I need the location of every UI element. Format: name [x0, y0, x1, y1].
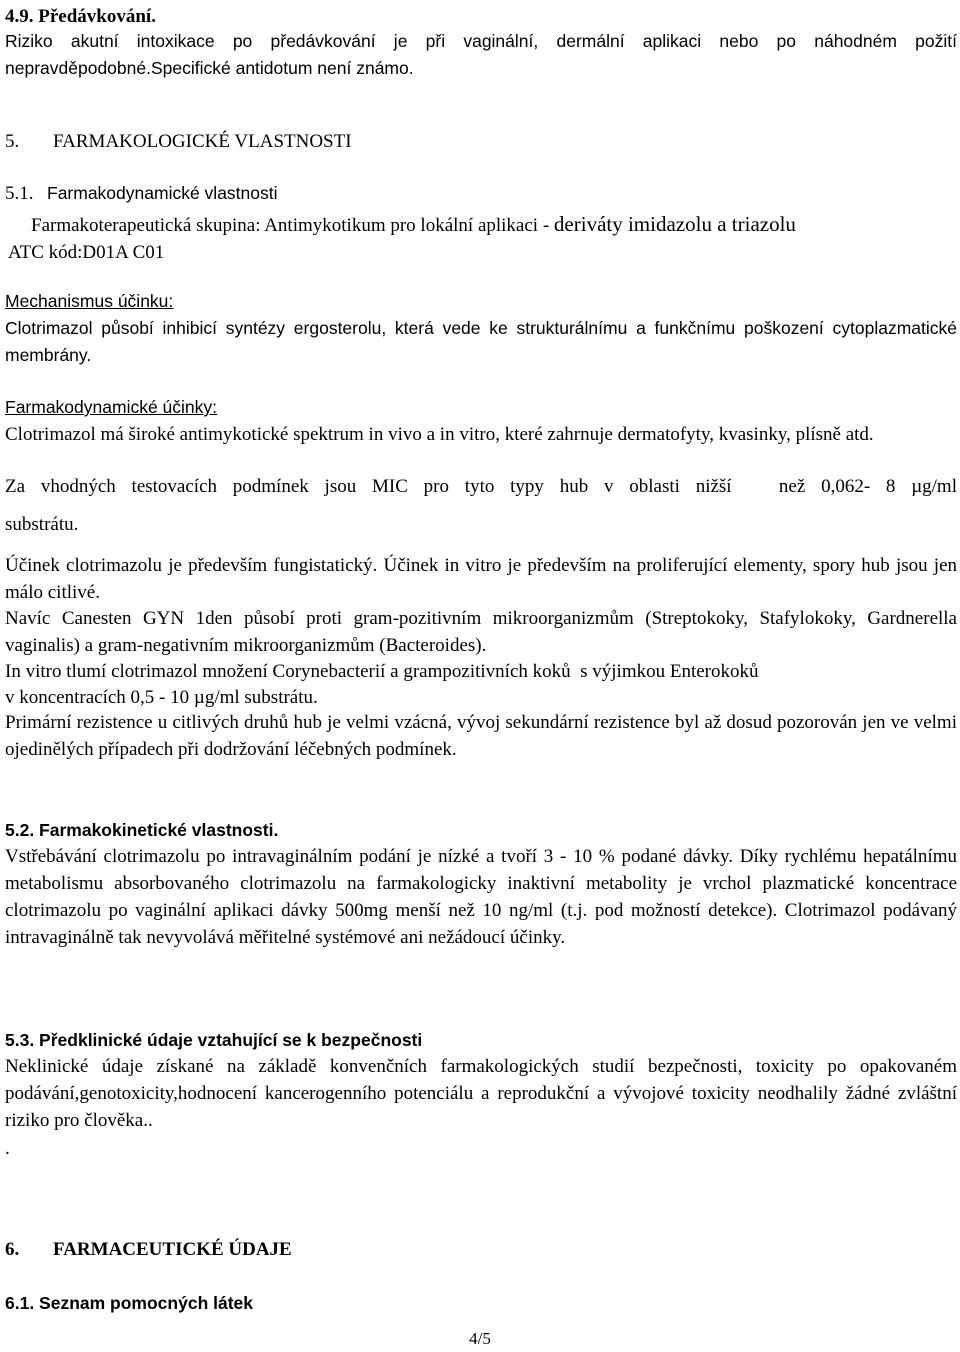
section-5-1-title: Farmakodynamické vlastnosti	[47, 183, 278, 203]
pharmacotherapeutic-group	[5, 211, 960, 239]
section-4-9-heading: 4.9. Předávkování.	[5, 6, 156, 27]
paragraph-canesten: Navíc Canesten GYN 1den působí proti gram-pozitivním mikroorganizmům (Streptokoky, Stafylokoky, Gardnerella vaginalis) a gram-negativním mikroorganizmům (Bacteroides).	[5, 608, 957, 656]
group-label: Farmakoterapeutická skupina: Antimykotikum pro lokální aplikaci -	[31, 215, 550, 236]
mic-continuation: substrátu.	[5, 514, 79, 535]
atc-code: ATC kód:D01A C01	[8, 242, 165, 263]
group-value: deriváty imidazolu a triazolu	[553, 212, 796, 236]
section-5-2-heading: 5.2. Farmakokinetické vlastnosti.	[5, 820, 279, 840]
page-number: 4/5	[469, 1329, 491, 1348]
section-6-heading	[5, 1236, 957, 1263]
section-5-number: 5.	[5, 131, 20, 152]
section-6-title: FARMACEUTICKÉ ÚDAJE	[53, 1239, 292, 1260]
paragraph-fungistatic: Účinek clotrimazolu je především fungistatický. Účinek in vitro je především na proliferující elementy, spory hub jsou jen málo citlivé.	[5, 555, 957, 603]
section-5-1-heading	[5, 180, 957, 207]
section-5-2-text: Vstřebávání clotrimazolu po intravaginálním podání je nízké a tvoří 3 - 10 % podané dávky. Díky rychlému hepatálnímu metabolismu absorbovaného clotrimazolu na farmakologicky inaktivní metabolity je vrchol plazmatické koncentrace clotrimazolu po vaginální aplikaci dávky 500mg menší než 10 ng/ml (t.j. pod možností detekce). Clotrimazol podávaný intravaginálně tak nevyvolává měřitelné systémové ani nežádoucí účinky.	[5, 846, 957, 948]
paragraph-in-vitro-line2: v koncentracích 0,5 - 10 µg/ml substrátu.	[5, 687, 318, 708]
paragraph-resistance: Primární rezistence u citlivých druhů hub je velmi vzácná, vývoj sekundární rezistence byl až dosud pozorován jen ve velmi ojedinělých případech při dodržování léčebných podmínek.	[5, 712, 957, 760]
effects-heading: Farmakodynamické účinky:	[5, 397, 218, 417]
mic-line: Za vhodných testovacích podmínek jsou MIC pro tyto typy hub v oblasti nižší než 0,062- 8 µg/ml	[5, 476, 957, 497]
section-4-9-text: Riziko akutní intoxikace po předávkování je při vaginální, dermální aplikaci nebo po náhodném požití nepravděpodobné.Specifické antidotum není známo.	[5, 31, 957, 78]
section-5-1-number: 5.1.	[5, 183, 34, 204]
section-6-number: 6.	[5, 1239, 20, 1260]
section-5-heading	[5, 128, 957, 155]
effects-text: Clotrimazol má široké antimykotické spektrum in vivo a in vitro, které zahrnuje dermatofyty, kvasinky, plísně atd.	[5, 424, 874, 445]
mechanism-text: Clotrimazol působí inhibicí syntézy ergosterolu, která vede ke strukturálnímu a funkčnímu poškození cytoplazmatické membrány.	[5, 318, 957, 365]
mechanism-heading: Mechanismus účinku:	[5, 291, 174, 311]
section-6-1-heading: 6.1. Seznam pomocných látek	[5, 1293, 254, 1313]
paragraph-in-vitro-line1: In vitro tlumí clotrimazol množení Corynebacterií a grampozitivních koků s výjimkou Enterokoků	[5, 661, 759, 682]
section-5-title: FARMAKOLOGICKÉ VLASTNOSTI	[53, 131, 352, 152]
section-5-3-text: Neklinické údaje získané na základě konvenčních farmakologických studií bezpečnosti, toxicity po opakovaném podávání,genotoxicity,hodnocení kancerogenního potenciálu a reprodukční a vývojové toxicity neodhalily žádné zvláštní riziko pro člověka..	[5, 1056, 957, 1131]
stray-dot: .	[5, 1138, 10, 1159]
section-5-3-heading: 5.3. Předklinické údaje vztahující se k bezpečnosti	[5, 1030, 423, 1050]
